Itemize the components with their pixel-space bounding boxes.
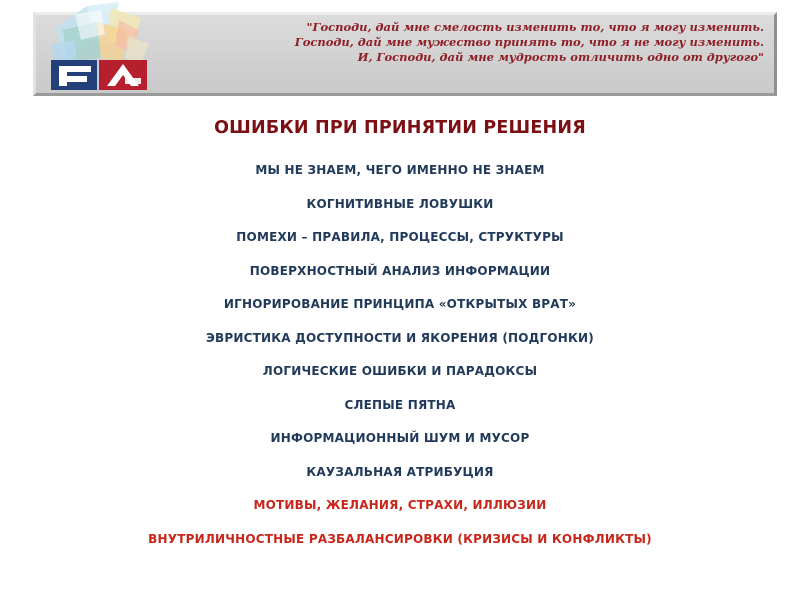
crystal-logo-icon <box>41 0 157 92</box>
list-item: КОГНИТИВНЫЕ ЛОВУШКИ <box>306 196 494 211</box>
list-item: СЛЕПЫЕ ПЯТНА <box>344 397 456 412</box>
list-item: ЭВРИСТИКА ДОСТУПНОСТИ И ЯКОРЕНИЯ (ПОДГОНКИ) <box>206 330 594 345</box>
list-item: КАУЗАЛЬНАЯ АТРИБУЦИЯ <box>306 464 494 479</box>
page-title: ОШИБКИ ПРИ ПРИНЯТИИ РЕШЕНИЯ <box>214 118 586 138</box>
list-item: ПОМЕХИ – ПРАВИЛА, ПРОЦЕССЫ, СТРУКТУРЫ <box>236 230 564 244</box>
list-item-highlighted: МОТИВЫ, ЖЕЛАНИЯ, СТРАХИ, ИЛЛЮЗИИ <box>253 498 547 512</box>
error-list <box>0 163 800 565</box>
quote-line: И, Господи, дай мне мудрость отличить одно от другого" <box>357 50 764 64</box>
list-item: ПОВЕРХНОСТНЫЙ АНАЛИЗ ИНФОРМАЦИИ <box>249 263 551 278</box>
list-item-highlighted: ВНУТРИЛИЧНОСТНЫЕ РАЗБАЛАНСИРОВКИ (КРИЗИСЫ И КОНФЛИКТЫ) <box>148 531 652 546</box>
quote-line: Господи, дай мне мужество принять то, что я не могу изменить. <box>294 35 764 49</box>
list-item: ИГНОРИРОВАНИЕ ПРИНЦИПА «ОТКРЫТЫХ ВРАТ» <box>223 297 577 311</box>
list-item: ИНФОРМАЦИОННЫЙ ШУМ И МУСОР <box>270 431 530 445</box>
quote-line: "Господи, дай мне смелость изменить то, что я могу изменить. <box>306 20 764 34</box>
list-item: МЫ НЕ ЗНАЕМ, ЧЕГО ИМЕННО НЕ ЗНАЕМ <box>255 163 545 177</box>
serenity-prayer-quote <box>204 20 764 65</box>
list-item: ЛОГИЧЕСКИЕ ОШИБКИ И ПАРАДОКСЫ <box>262 364 538 378</box>
